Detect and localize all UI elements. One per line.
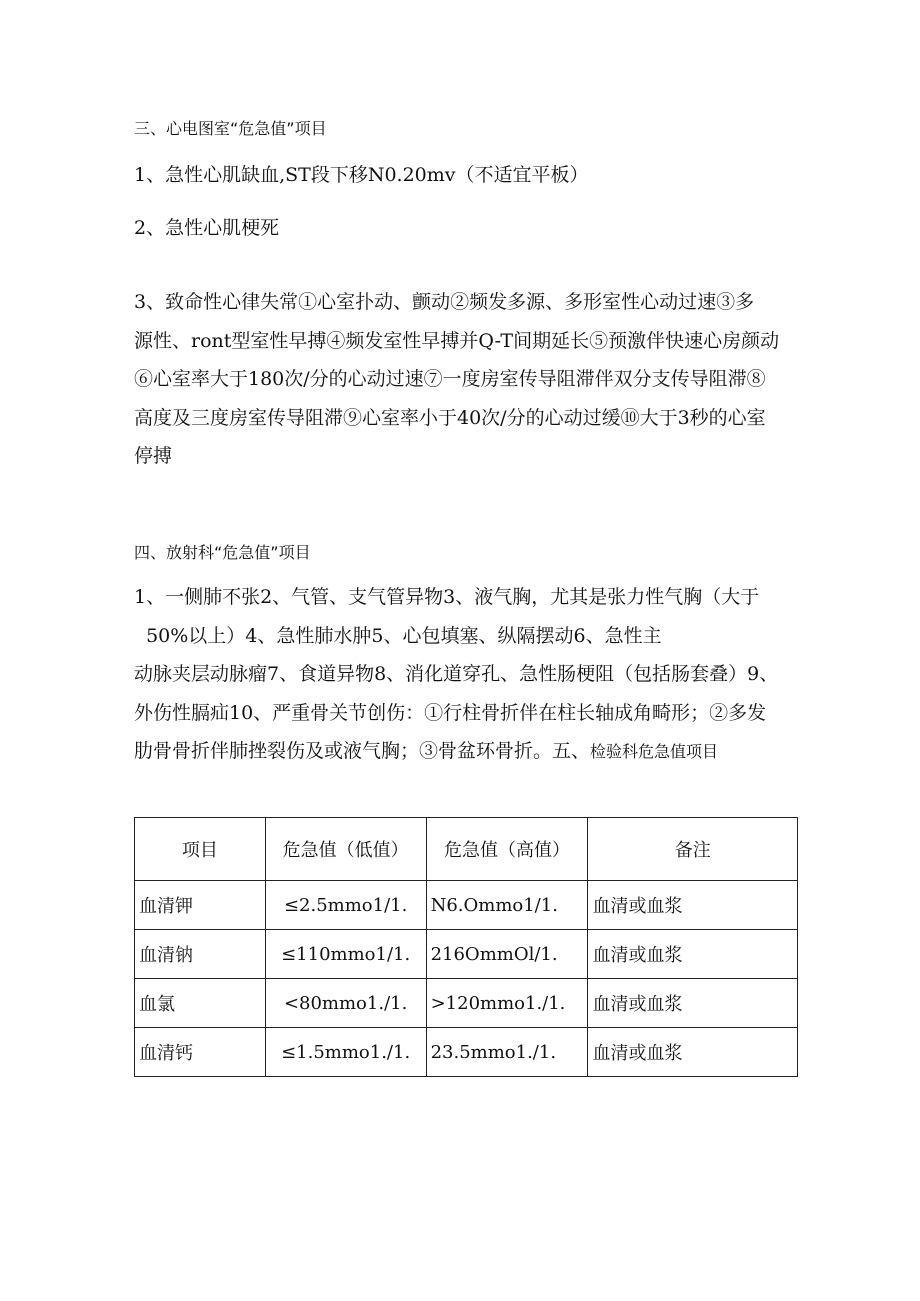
cell-name: 血清钠 <box>135 930 266 979</box>
section4-heading: 四、放射科“危急值”项目 <box>134 543 311 562</box>
cell-high: 216OmmOl/1. <box>426 930 588 979</box>
paragraph-line: 外伤性膈疝10、严重骨关节创伤：①行柱骨折伴在柱长轴成角畸形；②多发 <box>134 701 767 724</box>
paragraph-line: 1、一侧肺不张2、气管、支气管异物3、液气胸，尤其是张力性气胸（大于 <box>134 586 760 608</box>
cell-name: 血氯 <box>135 979 266 1028</box>
table-row <box>135 1028 798 1077</box>
section5-heading: 检验科危急值项目 <box>590 742 719 761</box>
section3-item3 <box>134 283 802 476</box>
cell-note: 血清或血浆 <box>588 930 798 979</box>
cell-high: N6.Ommo1/1. <box>426 881 588 930</box>
cell-note: 血清或血浆 <box>588 979 798 1028</box>
section3-item1: 1、急性心肌缺血,ST段下移N0.20mv（不适宜平板） <box>134 164 589 186</box>
paragraph-line <box>134 732 802 771</box>
cell-low: ≤1.5mmo1./1. <box>265 1028 426 1077</box>
paragraph-line: 动脉夹层动脉瘤7、食道异物8、消化道穿孔、急性肠梗阻（包括肠套叠）9、 <box>134 663 779 685</box>
cell-note: 血清或血浆 <box>588 1028 798 1077</box>
paragraph-line: ⑥心室率大于180次/分的心动过速⑦一度房室传导阻滞伴双分支传导阻滞⑧ <box>134 368 766 390</box>
column-header-low: 危急值（低值） <box>265 818 426 881</box>
paragraph-line: 停搏 <box>134 445 173 467</box>
section3-heading: 三、心电图室“危急值”项目 <box>134 119 327 138</box>
paragraph-text: 肋骨骨折伴肺挫裂伤及或液气胸；③骨盆环骨折。五、 <box>134 740 591 762</box>
column-header-item: 项目 <box>135 818 266 881</box>
paragraph-line: 源性、ront型室性早搏④频发室性早搏并Q-T间期延长⑤预激伴快速心房颜动 <box>134 329 780 352</box>
paragraph-line: 50%以上）4、急性肺水肿5、心包填塞、纵隔摆动6、急性主 <box>134 624 662 647</box>
section3-item2: 2、急性心肌梗死 <box>134 217 280 239</box>
cell-high: >120mmo1./1. <box>426 979 588 1028</box>
paragraph-line: 高度及三度房室传导阻滞⑨心室率小于40次/分的心动过缓⑩大于3秒的心室 <box>134 406 766 429</box>
cell-note: 血清或血浆 <box>588 881 798 930</box>
cell-low: ≤110mmo1/1. <box>265 930 426 979</box>
table-row <box>135 881 798 930</box>
table-row <box>135 930 798 979</box>
paragraph-line: 3、致命性心律失常①心室扑动、颤动②频发多源、多形室性心动过速③多 <box>134 291 755 313</box>
column-header-high: 危急值（高值） <box>426 818 588 881</box>
table-header-row <box>135 818 798 881</box>
cell-low: ≤2.5mmo1/1. <box>265 881 426 930</box>
cell-name: 血清钾 <box>135 881 266 930</box>
section4-body <box>134 578 802 771</box>
table-row <box>135 979 798 1028</box>
critical-values-table <box>134 817 798 1077</box>
column-header-note: 备注 <box>588 818 798 881</box>
cell-low: <80mmo1./1. <box>265 979 426 1028</box>
cell-high: 23.5mmo1./1. <box>426 1028 588 1077</box>
cell-name: 血清钙 <box>135 1028 266 1077</box>
